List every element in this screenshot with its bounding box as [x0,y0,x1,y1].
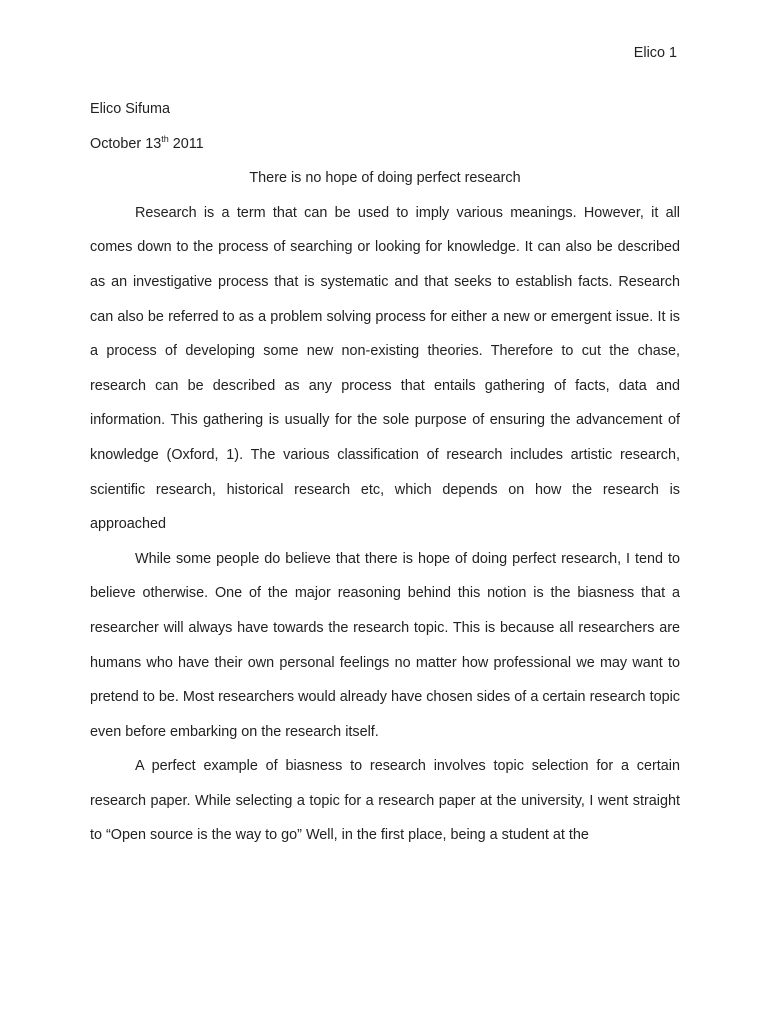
paragraph-1: Research is a term that can be used to imply various meanings. However, it all comes down to the process of searching or looking for knowledge. It can also be described as an investigative process that is systematic and that seeks to establish facts. Research can also be referred to as a problem solving process for either a new or emergent issue. It is a process of developing some new non-existing theories. Therefore to cut the chase, research can be described as any process that entails gathering of facts, data and information. This gathering is usually for the sole purpose of ensuring the advancement of knowledge (Oxford, 1). The various classification of research includes artistic research, scientific research, historical research etc, which depends on how the research is approached [90,204,680,533]
date-year: 2011 [168,135,204,152]
paragraph-3: A perfect example of biasness to research involves topic selection for a certain research paper. While selecting a topic for a research paper at the university, I went straight to “Open source is the way to go” Well, in the first place, being a student at the [90,758,680,844]
paragraph-2: While some people do believe that there is hope of doing perfect research, I tend to believe otherwise. One of the major reasoning behind this notion is the biasness that a researcher will always have towards the research topic. This is because all researchers are humans who have their own personal feelings no matter how professional we may want to pretend to be. Most researchers would already have chosen sides of a certain research topic even before embarking on the research itself. [90,550,680,740]
document-body [90,92,680,853]
date-ordinal-suffix: th [161,133,169,144]
running-head: Elico 1 [633,45,677,61]
author-name: Elico Sifuma [90,101,170,117]
date-month-day: October 13 [90,135,162,152]
essay-title: There is no hope of doing perfect research [249,170,521,187]
document-date [90,127,680,162]
